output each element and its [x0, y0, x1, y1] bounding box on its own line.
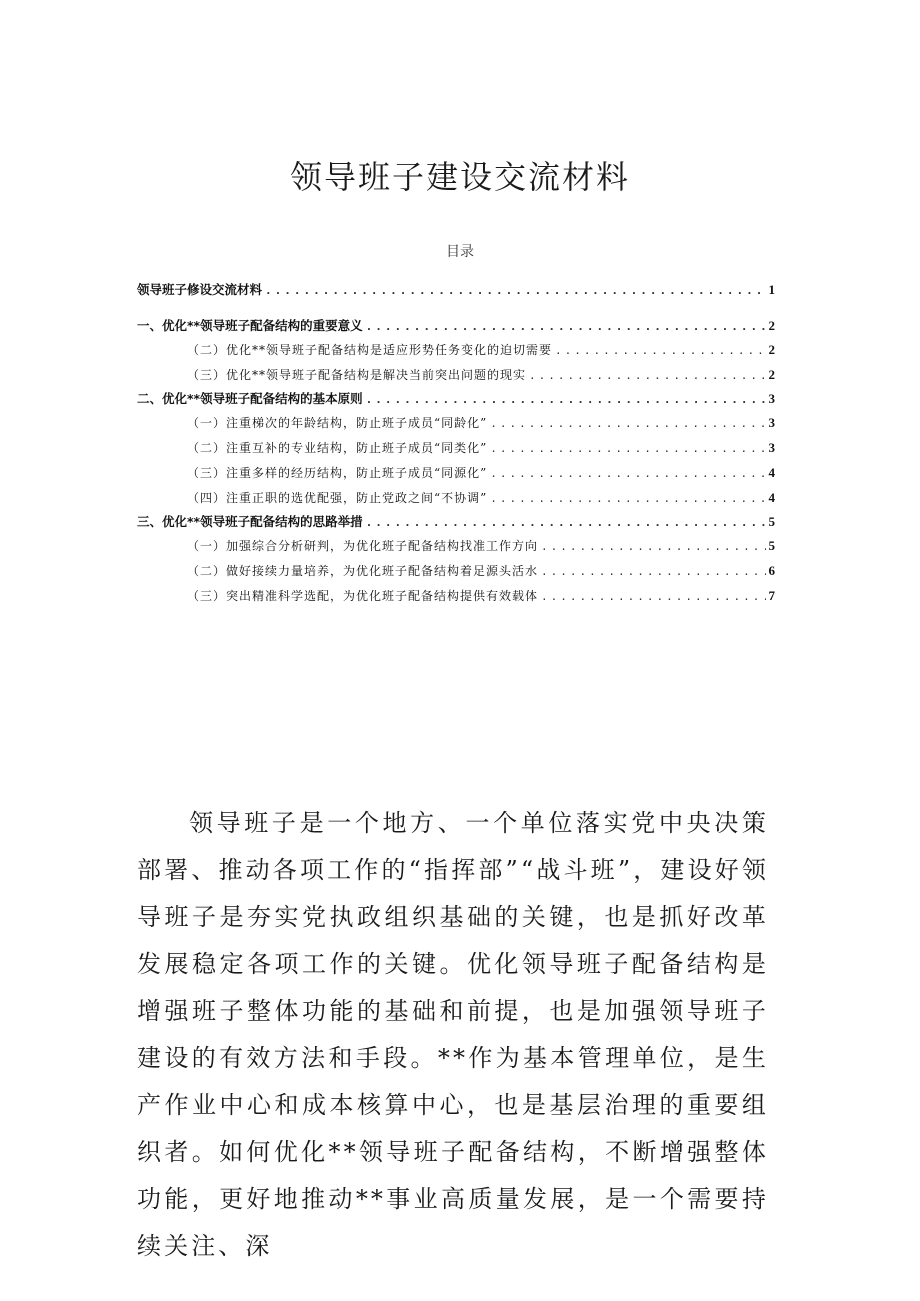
toc-page-number: 2 [768, 342, 775, 357]
toc-entry[interactable]: （一）加强综合分析研判，为优化班子配备结构找准工作方向 ..... 5 [137, 537, 775, 557]
toc-heading: 目录 [446, 244, 474, 260]
document-title: 领导班子建设交流材料 [289, 158, 630, 196]
toc-entry[interactable]: （一）注重梯次的年龄结构，防止班子成员“同龄化” ..... 3 [137, 414, 775, 434]
toc-page-number: 4 [768, 465, 775, 480]
toc-page-number: 4 [768, 490, 775, 505]
body-paragraph: 领导班子是一个地方、一个单位落实党中央决策部署、推动各项工作的“指挥部”“战斗班”，建设好领导班子是夯实党执政组织基础的关键，也是抓好改革发展稳定各项工作的关键。优化领导班子配备结构是增强班子整体功能的基础和前提，也是加强领导班子建设的有效方法和手段。**作为基本管理单位，是生产作业中心和成本核算中心，也是基层治理的重要组织者。如何优化**领导班子配备结构，不断增强整体功能，更好地推动**事业高质量发展，是一个需要持续关注、深 [137, 809, 769, 1260]
toc-entry[interactable]: （二）做好接续力量培养，为优化班子配备结构着足源头活水 ..... 6 [137, 562, 775, 582]
toc-entry[interactable]: （三）注重多样的经历结构，防止班子成员“同源化” ..... 4 [137, 464, 775, 484]
toc-entry[interactable]: （三）突出精准科学选配，为优化班子配备结构提供有效载体 ..... 7 [137, 587, 775, 607]
toc-page-number: 6 [768, 563, 775, 578]
toc-page-number: 5 [768, 514, 775, 529]
toc-entry[interactable]: 二、优化**领导班子配备结构的基本原则 ..... 3 [137, 389, 775, 409]
toc-page-number: 7 [768, 588, 775, 603]
toc-page-number: 2 [768, 367, 775, 382]
toc-entry[interactable]: （二）优化**领导班子配备结构是适应形势任务变化的迫切需要 ..... 2 [137, 341, 775, 361]
toc-page-number: 5 [768, 538, 775, 553]
toc-entry[interactable]: 领导班子修设交流材料 ..... 1 [137, 280, 775, 300]
toc-page-number: 3 [768, 440, 775, 455]
toc-page-number: 3 [768, 415, 775, 430]
toc-page-number: 2 [768, 318, 775, 333]
toc-page-number: 3 [768, 391, 775, 406]
toc-entry[interactable]: 一、优化**领导班子配备结构的重要意义 ..... 2 [137, 316, 775, 336]
toc-entry[interactable]: （三）优化**领导班子配备结构是解决当前突出问题的现实 ..... 2 [137, 366, 775, 386]
toc-page-number: 1 [768, 282, 775, 297]
toc-entry[interactable]: （四）注重正职的选优配强，防止党政之间“不协调” ..... 4 [137, 489, 775, 509]
toc-entry[interactable]: 三、优化**领导班子配备结构的思路举措 ..... 5 [137, 512, 775, 532]
toc-entry[interactable]: （二）注重互补的专业结构，防止班子成员“同类化” ..... 3 [137, 439, 775, 459]
